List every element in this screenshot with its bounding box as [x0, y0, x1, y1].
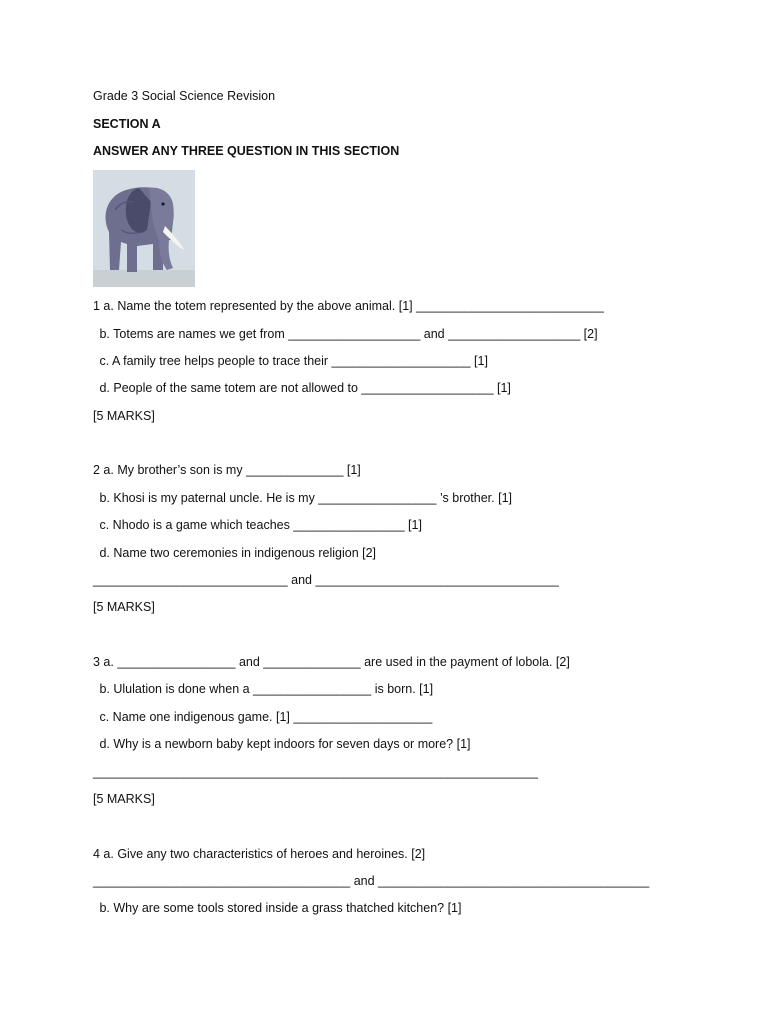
question-4a-answer-line: _____________________________________ and _______________________________________: [93, 874, 650, 888]
question-1d: d. People of the same totem are not allowed to ___________________ [1]: [96, 381, 511, 395]
section-instruction: ANSWER ANY THREE QUESTION IN THIS SECTION: [93, 144, 400, 158]
question-2a: 2 a. My brother’s son is my ______________ [1]: [93, 463, 361, 477]
question-1-marks: [5 MARKS]: [93, 409, 155, 423]
question-3a: 3 a. _________________ and ______________ are used in the payment of lobola. [2]: [93, 655, 570, 669]
question-3b: b. Ululation is done when a _________________ is born. [1]: [96, 682, 434, 696]
question-3c: c. Name one indigenous game. [1] ____________________: [96, 710, 433, 724]
section-heading: SECTION A: [93, 117, 161, 131]
question-1a: 1 a. Name the totem represented by the above animal. [1] ___________________________: [93, 299, 604, 313]
question-2-marks: [5 MARKS]: [93, 600, 155, 614]
elephant-icon: [93, 170, 195, 287]
worksheet-title: Grade 3 Social Science Revision: [93, 89, 276, 103]
question-2b: b. Khosi is my paternal uncle. He is my _________________ ’s brother. [1]: [96, 491, 512, 505]
question-3-marks: [5 MARKS]: [93, 792, 155, 806]
elephant-picture: [93, 170, 195, 287]
question-4a: 4 a. Give any two characteristics of heroes and heroines. [2]: [93, 847, 426, 861]
question-2d: d. Name two ceremonies in indigenous religion [2]: [96, 546, 377, 560]
question-1b: b. Totems are names we get from ___________________ and ___________________ [2]: [96, 327, 598, 341]
question-3d: d. Why is a newborn baby kept indoors for seven days or more? [1]: [96, 737, 471, 751]
question-2c: c. Nhodo is a game which teaches ________________ [1]: [96, 518, 422, 532]
question-1c: c. A family tree helps people to trace their ____________________ [1]: [96, 354, 488, 368]
question-4b: b. Why are some tools stored inside a grass thatched kitchen? [1]: [96, 901, 462, 915]
question-3d-answer-line: ________________________________________________________________: [93, 765, 538, 779]
question-2d-answer-line: ____________________________ and ___________________________________: [93, 573, 559, 587]
